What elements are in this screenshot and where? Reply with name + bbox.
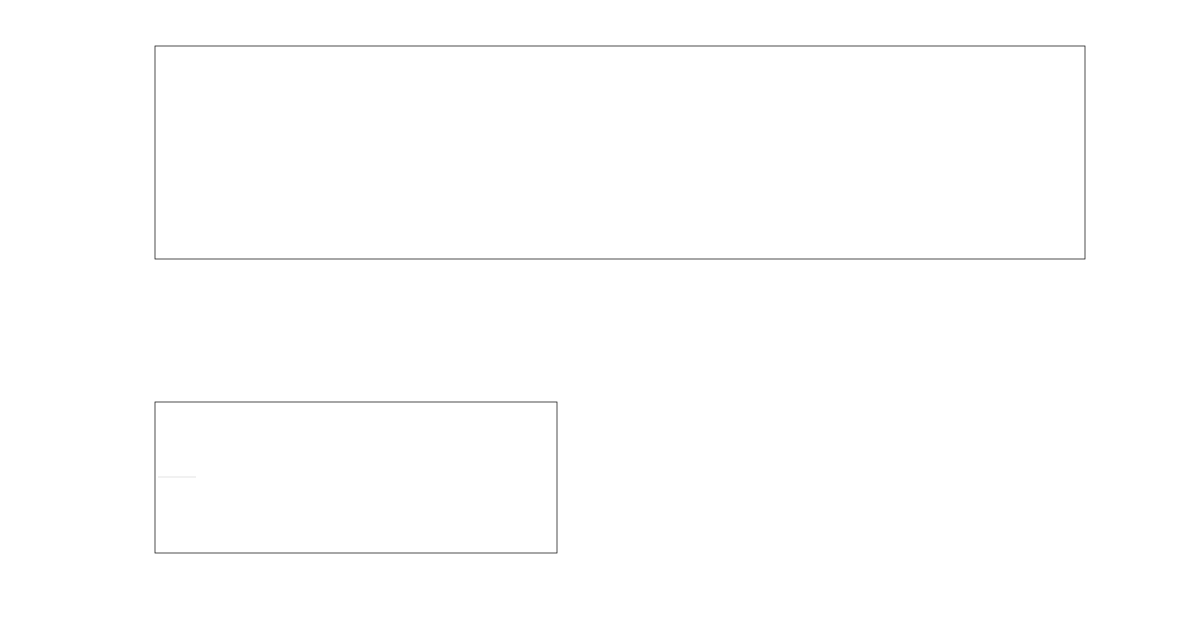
diag-row-altim-detection-depth xyxy=(645,412,1065,424)
setting-row-ping-depth xyxy=(645,524,1065,536)
diag-row-settings-header xyxy=(645,508,1065,520)
diag-row-calculated-bottom-depth xyxy=(645,444,1065,456)
top-plot-frame xyxy=(155,46,1085,259)
legend-item-tde-no-return xyxy=(160,322,184,328)
diag-row-altim-detection-range xyxy=(645,428,1065,440)
diag-row-dive-depth xyxy=(645,364,1065,376)
altimeter-diagnostic-panel xyxy=(645,312,1065,582)
legend-item-tde-false-return xyxy=(160,340,184,346)
legend-item-nvv-no-return xyxy=(264,340,288,346)
full-mission-chart xyxy=(155,46,1085,259)
legend-item-nvv-not-pinging xyxy=(264,349,288,355)
diag-row-dive-no xyxy=(645,348,1065,360)
setting-row-pulse xyxy=(645,556,1065,568)
return-type-legend xyxy=(160,322,400,362)
legend-item-bod-possibly-false xyxy=(264,322,288,328)
legend-item-bod-real-return xyxy=(160,349,184,355)
diag-row-apogee xyxy=(645,380,1065,392)
diag-row-altimeter-results xyxy=(645,476,1065,488)
legend-item-tde-real-return xyxy=(160,331,184,337)
setting-row-sensitivity xyxy=(645,540,1065,552)
bottom-plot-frame xyxy=(155,402,557,553)
legend-item-bod-false-return xyxy=(264,331,288,337)
last-50-dives-chart xyxy=(155,402,557,553)
